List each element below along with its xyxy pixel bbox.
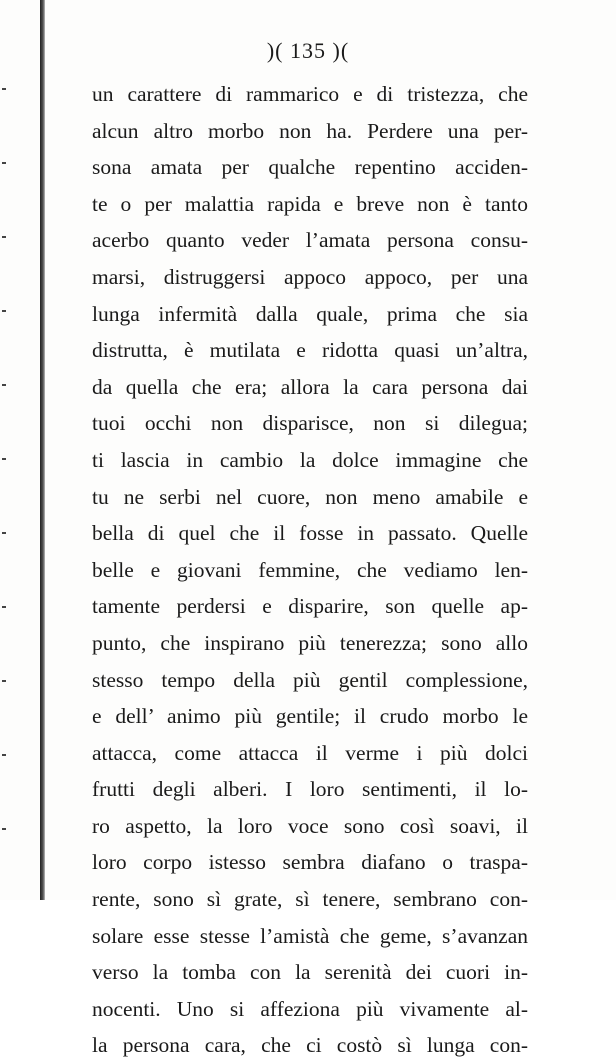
text-line: te o per malattia rapida e breve non è tanto [92, 191, 528, 216]
text-line: stesso tempo della più gentil complessione, [92, 667, 528, 692]
text-line: solare esse stesse l’amistà che geme, s’avanzan [92, 923, 528, 948]
binding-marks [2, 0, 10, 900]
text-line: loro corpo istesso sembra diafano o traspa- [92, 850, 528, 875]
text-line: tuoi occhi non disparisce, non si dilegua; [92, 411, 528, 436]
text-line: sona amata per qualche repentino acciden- [92, 155, 528, 180]
text-line: marsi, distruggersi appoco appoco, per una [92, 264, 528, 289]
text-line: alcun altro morbo non ha. Perdere una per- [92, 118, 528, 143]
text-line: frutti degli alberi. I loro sentimenti, il lo- [92, 777, 528, 802]
text-line: ti lascia in cambio la dolce immagine che [92, 447, 528, 472]
text-line: un carattere di rammarico e di tristezza, che [92, 82, 528, 106]
text-line: punto, che inspirano più tenerezza; sono allo [92, 630, 528, 655]
text-line: nocenti. Uno si affeziona più vivamente al- [92, 996, 528, 1021]
text-line: acerbo quanto veder l’amata persona consu- [92, 228, 528, 253]
text-line: ro aspetto, la loro voce sono così soavi, il [92, 813, 528, 838]
text-line: bella di quel che il fosse in passato. Quelle [92, 521, 528, 546]
page-binding-edge [40, 0, 45, 900]
text-line: attacca, come attacca il verme i più dolci [92, 740, 528, 765]
page-number: )( 135 )( [266, 38, 350, 63]
text-line: lunga infermità dalla quale, prima che sia [92, 301, 528, 326]
text-line: la persona cara, che ci costò sì lunga con- [92, 1033, 528, 1058]
text-line: e dell’ animo più gentile; il crudo morbo le [92, 704, 528, 729]
text-line: verso la tomba con la serenità dei cuori in- [92, 960, 528, 985]
text-line: distrutta, è mutilata e ridotta quasi un’altra, [92, 338, 528, 363]
text-line: rente, sono sì grate, sì tenere, sembrano con- [92, 887, 528, 912]
text-line: belle e giovani femmine, che vediamo len- [92, 557, 528, 582]
text-line: tamente perdersi e disparire, son quelle ap- [92, 594, 528, 619]
text-line: da quella che era; allora la cara persona dai [92, 374, 528, 399]
body-text [92, 76, 528, 1064]
text-line: tu ne serbi nel cuore, non meno amabile e [92, 484, 528, 509]
